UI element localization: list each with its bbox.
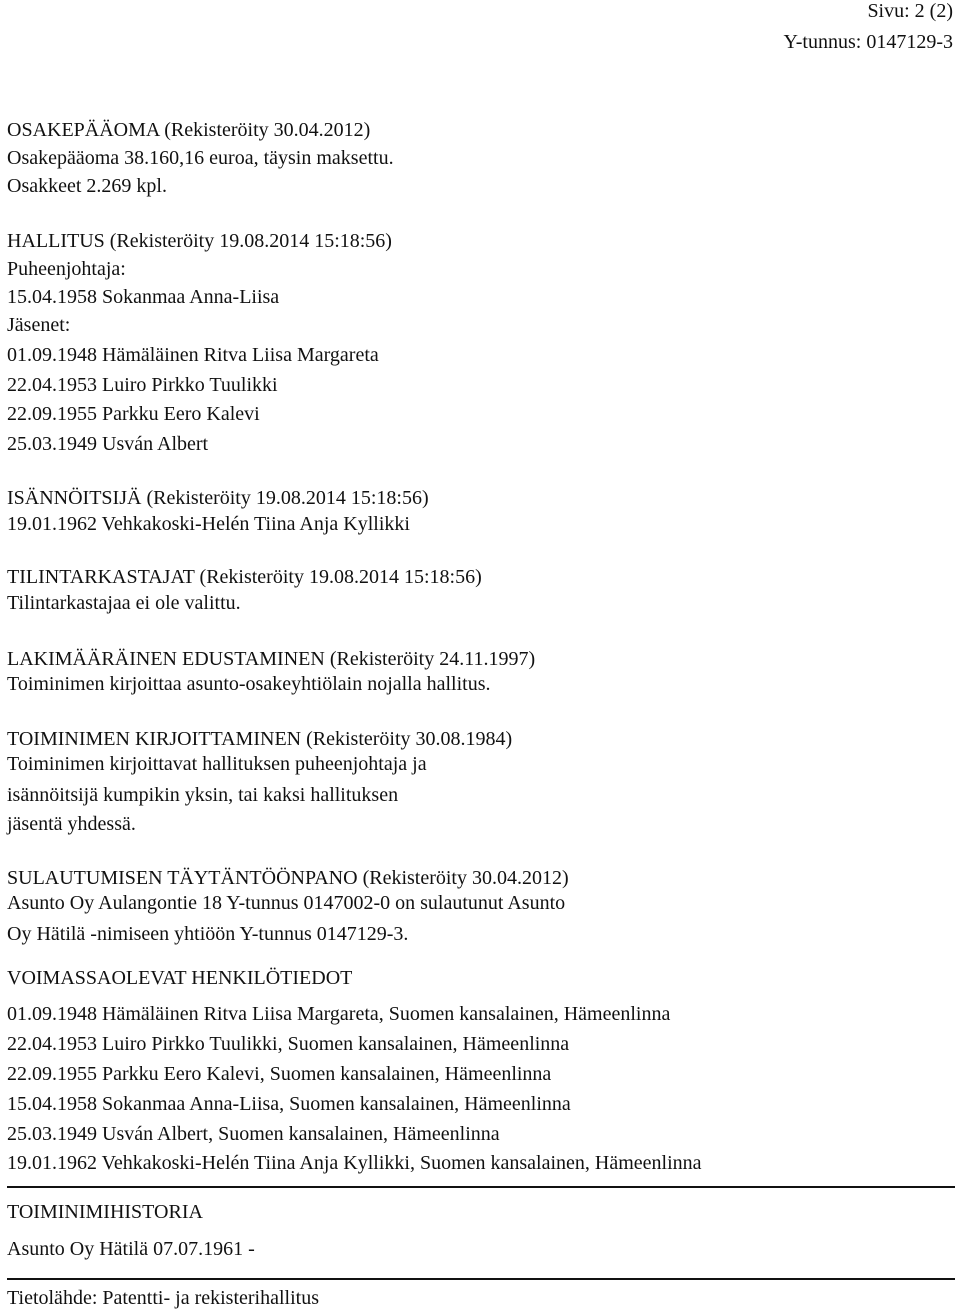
representation-text: Toiminimen kirjoittaa asunto-osakeyhtiölain nojalla hallitus. — [7, 673, 491, 695]
name-history-heading: TOIMINIMIHISTORIA — [7, 1201, 203, 1223]
board-members-label: Jäsenet: — [7, 314, 71, 336]
board-chair-label: Puheenjohtaja: — [7, 258, 126, 280]
name-history-entry: Asunto Oy Hätilä 07.07.1961 - — [7, 1238, 255, 1260]
manager-heading: ISÄNNÖITSIJÄ (Rekisteröity 19.08.2014 15:18:56) — [7, 487, 429, 509]
board-chair: 15.04.1958 Sokanmaa Anna-Liisa — [7, 286, 280, 308]
board-member: 25.03.1949 Usván Albert — [7, 433, 209, 455]
share-capital-amount: Osakepääoma 38.160,16 euroa, täysin maksettu. — [7, 147, 394, 169]
manager-name: 19.01.1962 Vehkakoski-Helén Tiina Anja Kyllikki — [7, 513, 410, 535]
signing-heading: TOIMINIMEN KIRJOITTAMINEN (Rekisteröity 30.08.1984) — [7, 728, 513, 750]
auditors-text: Tilintarkastajaa ei ole valittu. — [7, 592, 241, 614]
share-capital-heading: OSAKEPÄÄOMA (Rekisteröity 30.04.2012) — [7, 119, 371, 141]
person-entry: 15.04.1958 Sokanmaa Anna-Liisa, Suomen kansalainen, Hämeenlinna — [7, 1093, 571, 1115]
person-entry: 19.01.1962 Vehkakoski-Helén Tiina Anja Kyllikki, Suomen kansalainen, Hämeenlinna — [7, 1152, 702, 1174]
merger-heading: SULAUTUMISEN TÄYTÄNTÖÖNPANO (Rekisteröity 30.04.2012) — [7, 867, 569, 889]
page-number: Sivu: 2 (2) — [867, 0, 953, 22]
board-member: 22.09.1955 Parkku Eero Kalevi — [7, 403, 260, 425]
board-heading: HALLITUS (Rekisteröity 19.08.2014 15:18:56) — [7, 230, 392, 252]
footer-divider — [7, 1278, 955, 1280]
source-note: Tietolähde: Patentti- ja rekisterihallitus — [7, 1287, 319, 1309]
signing-text-line: isännöitsijä kumpikin yksin, tai kaksi hallituksen — [7, 784, 399, 806]
person-entry: 22.09.1955 Parkku Eero Kalevi, Suomen kansalainen, Hämeenlinna — [7, 1063, 552, 1085]
board-member: 01.09.1948 Hämäläinen Ritva Liisa Margareta — [7, 344, 379, 366]
representation-heading: LAKIMÄÄRÄINEN EDUSTAMINEN (Rekisteröity 24.11.1997) — [7, 648, 536, 670]
business-id: Y-tunnus: 0147129-3 — [783, 31, 953, 53]
board-member: 22.04.1953 Luiro Pirkko Tuulikki — [7, 374, 278, 396]
auditors-heading: TILINTARKASTAJAT (Rekisteröity 19.08.2014 15:18:56) — [7, 566, 482, 588]
signing-text-line: Toiminimen kirjoittavat hallituksen puheenjohtaja ja — [7, 753, 427, 775]
merger-text-line: Asunto Oy Aulangontie 18 Y-tunnus 0147002-0 on sulautunut Asunto — [7, 892, 566, 914]
person-entry: 22.04.1953 Luiro Pirkko Tuulikki, Suomen kansalainen, Hämeenlinna — [7, 1033, 570, 1055]
section-divider — [7, 1186, 955, 1188]
persons-heading: VOIMASSAOLEVAT HENKILÖTIEDOT — [7, 967, 353, 989]
signing-text-line: jäsentä yhdessä. — [7, 813, 136, 835]
person-entry: 25.03.1949 Usván Albert, Suomen kansalainen, Hämeenlinna — [7, 1123, 500, 1145]
person-entry: 01.09.1948 Hämäläinen Ritva Liisa Margareta, Suomen kansalainen, Hämeenlinna — [7, 1003, 671, 1025]
merger-text-line: Oy Hätilä -nimiseen yhtiöön Y-tunnus 0147129-3. — [7, 923, 409, 945]
share-count: Osakkeet 2.269 kpl. — [7, 175, 167, 197]
